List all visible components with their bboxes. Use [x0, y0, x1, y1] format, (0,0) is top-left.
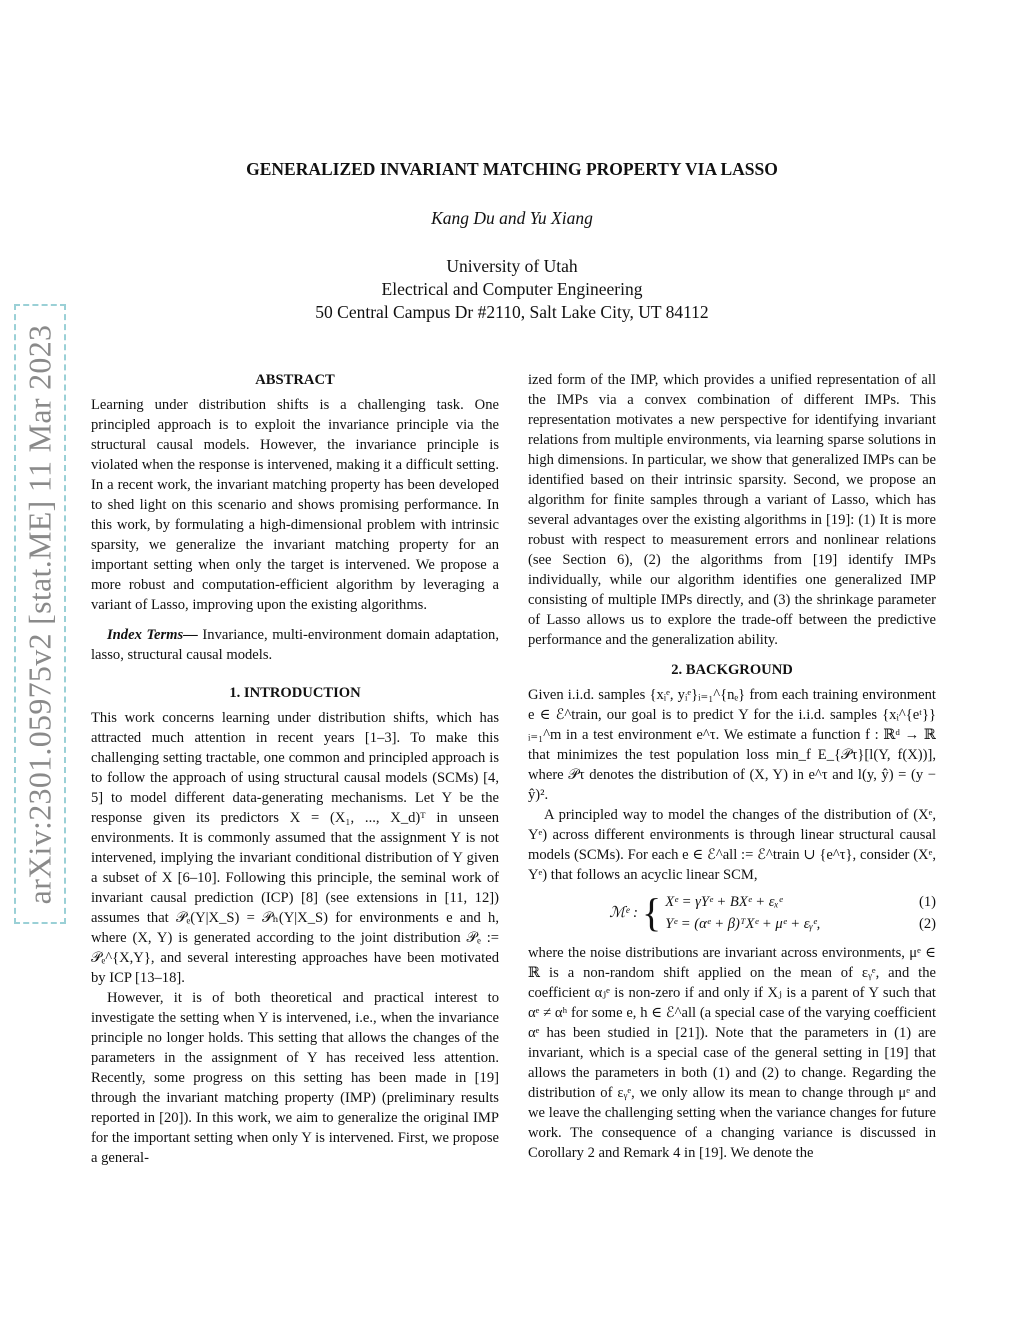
background-heading: 2. BACKGROUND [671, 662, 793, 678]
affiliation-line: University of Utah [446, 256, 578, 276]
equation-2 [665, 913, 936, 935]
brace-icon: { [642, 890, 662, 935]
affiliation-line: Electrical and Computer Engineering [381, 279, 643, 299]
intro-paragraph-2: However, it is of both theoretical and practical interest to investigate the setting when Y is intervened, i.e., when the invariance principle no longer holds. This setting that allows the changes of the parameters in the assignment of Y has received less attention. Recently, some progress on this setting has been made in [19] through the invariant matching property (IMP) (preliminary results reported in [20]). In this work, we aim to generalize the original IMP for the important setting when only Y is intervened. First, we propose a general- [91, 990, 499, 1166]
equation-1 [665, 891, 936, 913]
background-paragraph-3: where the noise distributions are invariant across environments, μᵉ ∈ ℝ is a non-random shift applied on the mean of εᵧᵉ, and the coefficient αⱼᵉ is non-zero if and only if Xⱼ is a parent of Y such that αᵉ ≠ αʰ for some e, h ∈ ℰ^all (a special case of the varying coefficient αᵉ has been studied in [21]). Note that the parameters in (1) are invariant, which is a special case of the general setting in [19] that allows the parameters in both (1) and (2) to change. Regarding the distribution of εᵧᵉ, we only allow its mean to change through μᵉ and we leave the challenging setting when the variance changes for future work. The consequence of a changing variance is discussed in Corollary 2 and Remark 4 in [19]. We denote the [528, 945, 936, 1161]
abstract-text: Learning under distribution shifts is a challenging task. One principled approach is to exploit the invariance principle via the structural causal models. However, the invariance principle is violated when the response is intervened, making it a difficult setting. In a recent work, the invariant matching property has been developed to shed light on this scenario and shows promising performance. In this work, by formulating a high-dimensional problem with intrinsic sparsity, we generalize the invariant matching property for an important setting when only the target is intervened. We propose a more robust and computation-efficient algorithm by leveraging a variant of Lasso, improving upon the existing algorithms. [91, 397, 499, 613]
intro-paragraph-1: This work concerns learning under distribution shifts, which has attracted much attention in recent years [1–3]. To make this challenging setting tractable, one common and principled approach is to follow the approach of using structural causal models (SCMs) [4, 5] to model different data-generating mechanisms. Let Y be the response given its predictors X = (X₁, ..., X_d)ᵀ in unseen environments. It is commonly assumed that the assignment Y is not intervened, implying the invariant conditional distribution of Y given a subset of X [6–10]. Following this principle, the seminal work of invariant causal prediction (ICP) [8] (see extensions in [11, 12]) assumes that 𝒫ₑ(Y|X_S) = 𝒫ₕ(Y|X_S) for environments e and h, where (X, Y) is generated according to the joint distribution 𝒫ₑ := 𝒫ₑ^{X,Y}, and several interesting approaches have been motivated by ICP [13–18]. [91, 710, 499, 986]
affiliation [0, 255, 1024, 324]
index-terms-text: Invariance, multi-environment domain adaptation, lasso, structural causal models. [91, 627, 500, 663]
intro-heading: 1. INTRODUCTION [229, 685, 361, 701]
equation-lhs: ℳᵉ : [609, 905, 638, 921]
left-column [91, 370, 499, 1168]
arxiv-stamp [14, 304, 66, 924]
index-terms-label: Index Terms— [107, 627, 198, 643]
intro-continuation: ized form of the IMP, which provides a unified representation of all the IMPs via a convex combination of different IMPs. This representation motivates a new perspective for identifying invariant relations from multiple environments, via learning sparse solutions in high dimensions. In particular, we show that generalized IMPs can be identified based on their intrinsic sparsity. Second, we propose an algorithm for finite samples through a variant of Lasso, which has several advantages over the existing algorithms in [19]: (1) It is more robust with respect to measurement errors and nonlinear relations (see Section 6), (2) the algorithms from [19] identify IMPs individually, while our algorithm identifies one generalized IMP consisting of multiple IMPs directly, and (3) the shrinkage parameter of Lasso allows us to explore the trade-off between the predictive performance and the generalization ability. [528, 372, 936, 648]
right-column [528, 370, 936, 1163]
background-paragraph-2: A principled way to model the changes of the distribution of (Xᵉ, Yᵉ) across different environments is through linear structural causal models (SCMs). For each e ∈ ℰ^all := ℰ^train ∪ {e^τ}, consider (Xᵉ, Yᵉ) that follows an acyclic linear SCM, [528, 807, 936, 883]
paper-title: GENERALIZED INVARIANT MATCHING PROPERTY VIA LASSO [246, 159, 778, 179]
background-paragraph-1: Given i.i.d. samples {xᵢᵉ, yᵢᵉ}ᵢ₌₁^{nₑ} from each training environment e ∈ ℰ^train, our goal is to predict Y for the i.i.d. samples {xᵢ^{eᵗ}}ᵢ₌₁^m in a test environment e^τ. We estimate a function f : ℝᵈ → ℝ that minimizes the test population loss min_f E_{𝒫τ}[l(Y, f(X))], where 𝒫τ denotes the distribution of (X, Y) in e^τ and l(y, ŷ) = (y − ŷ)². [528, 687, 936, 803]
index-terms [91, 625, 499, 665]
arxiv-stamp-text: arXiv:2301.05975v2 [stat.ME] 11 Mar 2023 [21, 324, 58, 904]
equation-scm [528, 891, 936, 935]
equation-2-text: Yᵉ = (αᵉ + β)ᵀXᵉ + μᵉ + εᵧᵉ, [665, 916, 821, 932]
affiliation-line: 50 Central Campus Dr #2110, Salt Lake City, UT 84112 [315, 302, 709, 322]
equation-1-text: Xᵉ = γYᵉ + BXᵉ + εₓᵉ [665, 894, 783, 910]
equation-2-number: (2) [918, 916, 936, 932]
equation-1-number: (1) [918, 894, 936, 910]
abstract-heading: ABSTRACT [255, 372, 335, 388]
paper-authors: Kang Du and Yu Xiang [431, 208, 593, 228]
